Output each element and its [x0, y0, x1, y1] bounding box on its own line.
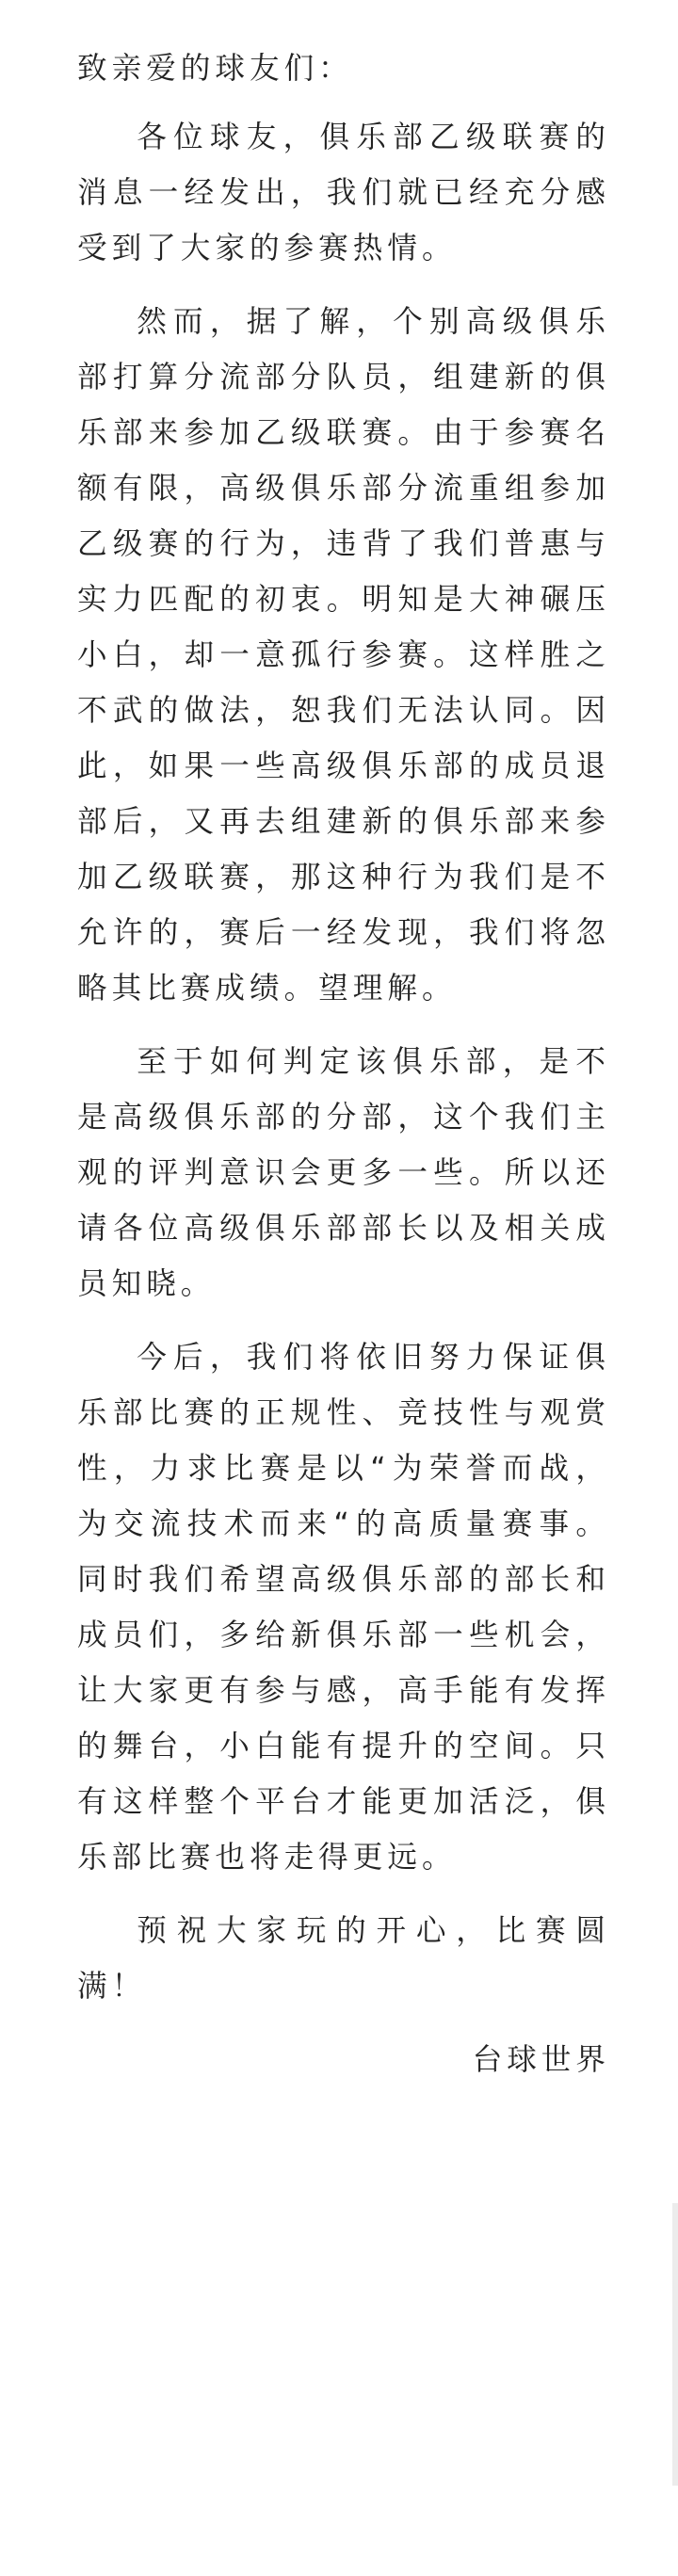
edge-shadow — [672, 2203, 678, 2486]
paragraph-future: 今后，我们将依旧努力保证俱乐部比赛的正规性、竞技性与观赏性，力求比赛是以“为荣誉而战，为交流技术而来“的高质量赛事。同时我们希望高级俱乐部的部长和成员们，多给新俱乐部一些机会，让大家更有参与感，高手能有发挥的舞台，小白能有提升的空间。只有这样整个平台才能更加活泛，俱乐部比赛也将走得更远。 — [77, 1341, 610, 1875]
paragraph-wishes: 预祝大家玩的开心，比赛圆满！ — [77, 1914, 610, 2004]
letter-signature: 台球世界 — [472, 2043, 610, 2077]
paragraph-opening: 各位球友，俱乐部乙级联赛的消息一经发出，我们就已经充分感受到了大家的参赛热情。 — [77, 121, 610, 266]
paragraph-judgement: 至于如何判定该俱乐部，是不是高级俱乐部的分部，这个我们主观的评判意识会更多一些。所以还请各位高级俱乐部部长以及相关成员知晓。 — [77, 1045, 610, 1301]
letter-greeting: 致亲爱的球友们： — [77, 52, 353, 86]
paragraph-split-clubs: 然而，据了解，个别高级俱乐部打算分流部分队员，组建新的俱乐部来参加乙级联赛。由于参赛名额有限，高级俱乐部分流重组参加乙级赛的行为，违背了我们普惠与实力匹配的初衷。明知是大神碾压小白，却一意孤行参赛。这样胜之不武的做法，恕我们无法认同。因此，如果一些高级俱乐部的成员退部后，又再去组建新的俱乐部来参加乙级联赛，那这种行为我们是不允许的，赛后一经发现，我们将忽略其比赛成绩。望理解。 — [77, 305, 610, 1006]
